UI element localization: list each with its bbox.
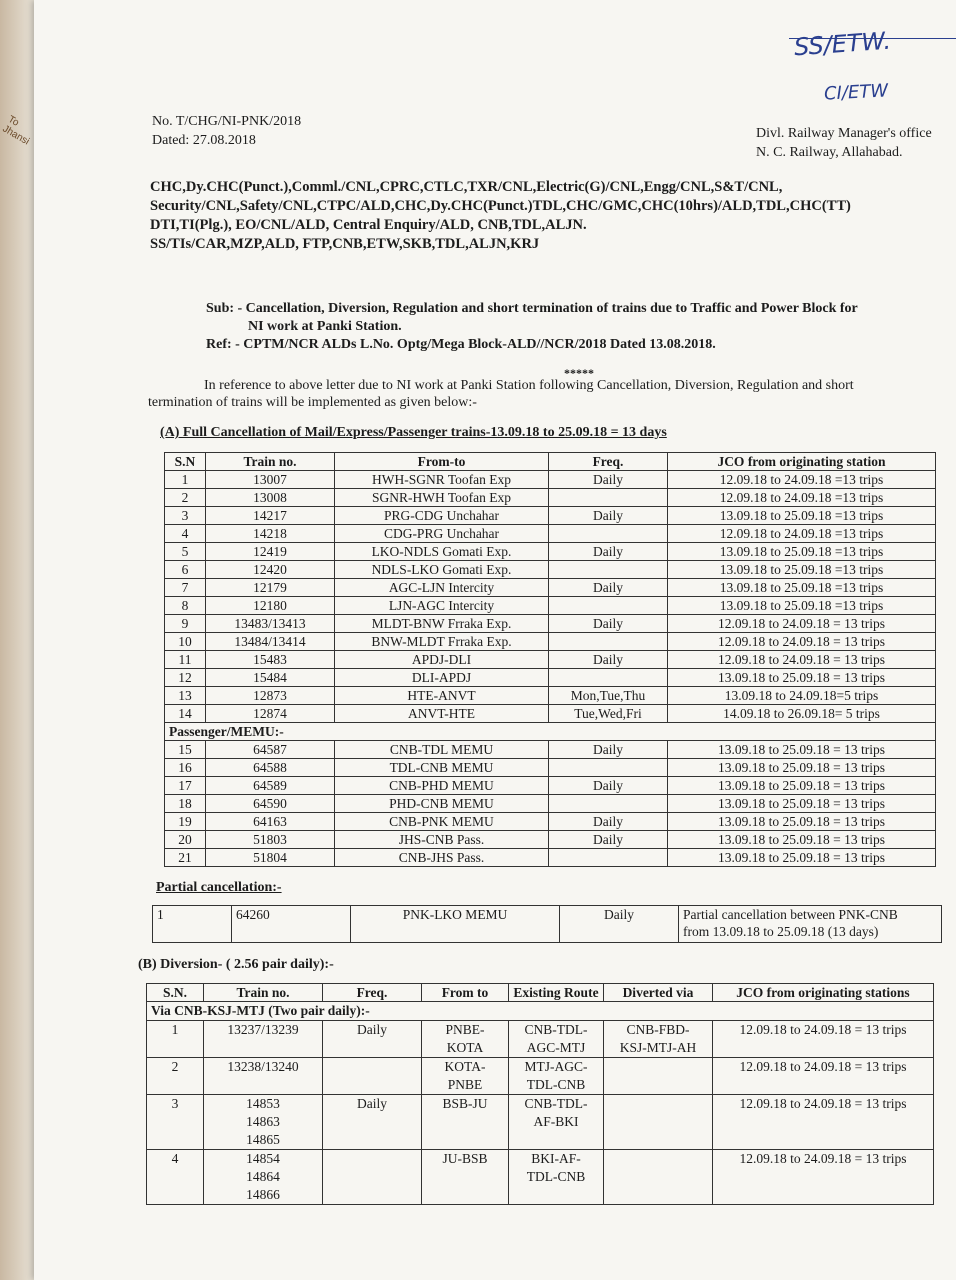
cell-from-to: CDG-PRG Unchahar [335,525,549,543]
cell-from-to: JU-BSB [422,1150,509,1205]
cell-freq [549,633,668,651]
addressee-line: Security/CNL,Safety/CNL,CTPC/ALD,CHC,Dy.CHC(Punct.)TDL,CHC/GMC,CHC(10hrs)/ALD,TDL,CHC(TT) [150,198,851,214]
cell-from-to: LKO-NDLS Gomati Exp. [335,543,549,561]
addressee-line: SS/TIs/CAR,MZP,ALD, FTP,CNB,ETW,SKB,TDL,ALJN,KRJ [150,236,540,252]
cell-train-no: 13008 [206,489,335,507]
letter-date: Dated: 27.08.2018 [152,133,256,148]
cell-freq [323,1058,422,1095]
office-line-1: Divl. Railway Manager's office [756,126,932,141]
cell-freq [549,669,668,687]
cell-from-to: CNB-TDL MEMU [335,741,549,759]
cell-from-to: CNB-PNK MEMU [335,813,549,831]
cell-train-no: 51804 [206,849,335,867]
cell-freq: Daily [323,1021,422,1058]
cell-freq: Daily [549,831,668,849]
cell-from-to: CNB-JHS Pass. [335,849,549,867]
cell-freq: Daily [323,1095,422,1150]
cell-freq [549,795,668,813]
cell-train-no: 64587 [206,741,335,759]
cell-jco: 14.09.18 to 26.09.18= 5 trips [668,705,936,723]
cell-train-no: 64588 [206,759,335,777]
table-row [165,651,936,669]
cell-from-to: HTE-ANVT [335,687,549,705]
cell-from-to: AGC-LJN Intercity [335,579,549,597]
cell-sn: 1 [147,1021,204,1058]
passenger-memu-subhead-row [165,723,936,741]
table-row [147,1058,934,1095]
cell-from-to: PNBE- KOTA [422,1021,509,1058]
partial-cancellation-title: Partial cancellation:- [156,880,282,895]
cell-from-to: APDJ-DLI [335,651,549,669]
partial-cancellation-table [152,905,942,943]
cell-freq: Daily [549,471,668,489]
subject-line-1: Sub: - Cancellation, Diversion, Regulation and short termination of trains due to Traffic and Power Block for [206,301,858,316]
cell-jco: 12.09.18 to 24.09.18 =13 trips [668,471,936,489]
cell-from-to: MLDT-BNW Frraka Exp. [335,615,549,633]
cell-sn: 20 [165,831,206,849]
cell-from-to: PRG-CDG Unchahar [335,507,549,525]
cell-sn: 18 [165,795,206,813]
cell-from-to: HWH-SGNR Toofan Exp [335,471,549,489]
full-cancellation-table [164,452,936,867]
cell-from-to: LJN-AGC Intercity [335,597,549,615]
document-page [34,0,956,1280]
cell-freq: Daily [549,651,668,669]
letter-number: No. T/CHG/NI-PNK/2018 [152,114,302,129]
cell-jco: 12.09.18 to 24.09.18 = 13 trips [713,1058,934,1095]
reference-block [152,112,301,150]
cell-freq: Daily [549,579,668,597]
cell-train-no: 12874 [206,705,335,723]
page-edge-background [0,0,34,1280]
cell-freq [549,525,668,543]
section-b-title: (B) Diversion- ( 2.56 pair daily):- [138,957,334,972]
cell-jco: 12.09.18 to 24.09.18 = 13 trips [713,1021,934,1058]
cell-sn: 4 [147,1150,204,1205]
table-row [165,669,936,687]
cell-freq [549,597,668,615]
header-jco: JCO from originating station [668,453,936,471]
cell-sn: 8 [165,597,206,615]
note-line-1: Partial cancellation between PNK-CNB [683,907,898,922]
cell-sn: 9 [165,615,206,633]
cell-jco: 13.09.18 to 25.09.18 =13 trips [668,579,936,597]
cell-train-no: 64163 [206,813,335,831]
cell-from-to: JHS-CNB Pass. [335,831,549,849]
reference-line: Ref: - CPTM/NCR ALDs L.No. Optg/Mega Block-ALD//NCR/2018 Dated 13.08.2018. [206,337,716,352]
cell-existing-route: CNB-TDL- AGC-MTJ [509,1021,604,1058]
cell-jco: 12.09.18 to 24.09.18 = 13 trips [713,1150,934,1205]
cell-freq [549,849,668,867]
table-row [165,489,936,507]
cell-existing-route: CNB-TDL- AF-BKI [509,1095,604,1150]
cell-existing-route: MTJ-AGC- TDL-CNB [509,1058,604,1095]
table-row [165,561,936,579]
table-row [165,687,936,705]
cell-freq [549,561,668,579]
cell-sn: 3 [165,507,206,525]
cell-jco: 13.09.18 to 25.09.18 =13 trips [668,507,936,525]
intro-paragraph [148,377,956,411]
header-diverted-via: Diverted via [604,984,713,1002]
via-row [147,1002,934,1021]
cell-sn: 3 [147,1095,204,1150]
table-row [165,813,936,831]
cell-jco: 12.09.18 to 24.09.18 = 13 trips [668,651,936,669]
cell-jco: 13.09.18 to 25.09.18 = 13 trips [668,759,936,777]
passenger-memu-subhead: Passenger/MEMU:- [165,723,936,741]
cell-sn: 17 [165,777,206,795]
handwritten-underline [789,38,956,39]
header-train-no: Train no. [204,984,323,1002]
cell-from-to: BSB-JU [422,1095,509,1150]
handwritten-note-2: CI/ETW [823,80,889,105]
cell-from-to: SGNR-HWH Toofan Exp [335,489,549,507]
cell-sn: 12 [165,669,206,687]
cell-jco: 13.09.18 to 25.09.18 = 13 trips [668,669,936,687]
addressee-line: CHC,Dy.CHC(Punct.),Comml./CNL,CPRC,CTLC,TXR/CNL,Electric(G)/CNL,Engg/CNL,S&T/CNL, [150,179,783,195]
cell-jco: 13.09.18 to 25.09.18 = 13 trips [668,813,936,831]
table-row [165,615,936,633]
cell-jco: 13.09.18 to 25.09.18 =13 trips [668,597,936,615]
cell-train-no: 64589 [206,777,335,795]
cell-freq: Daily [549,777,668,795]
cell-jco: 12.09.18 to 24.09.18 =13 trips [668,525,936,543]
cell-sn: 2 [165,489,206,507]
cell-sn: 21 [165,849,206,867]
cell-from-to: DLI-APDJ [335,669,549,687]
cell-sn: 1 [165,471,206,489]
cell-from-to: ANVT-HTE [335,705,549,723]
table-row [165,705,936,723]
subject-line-2: NI work at Panki Station. [248,319,402,334]
cell-sn: 19 [165,813,206,831]
cell-diverted-via [604,1150,713,1205]
cell-jco: 13.09.18 to 25.09.18 = 13 trips [668,831,936,849]
subject-block [206,300,926,354]
cell-freq: Daily [549,813,668,831]
office-line-2: N. C. Railway, Allahabad. [756,145,903,160]
header-freq: Freq. [549,453,668,471]
cell-sn: 7 [165,579,206,597]
handwritten-note-1: SS/ETW. [793,26,892,62]
cell-from-to: CNB-PHD MEMU [335,777,549,795]
cell-jco: 13.09.18 to 25.09.18 = 13 trips [668,849,936,867]
cell-diverted-via [604,1095,713,1150]
cell-sn: 1 [153,906,232,943]
table-row [165,525,936,543]
table-row [165,777,936,795]
cell-sn: 11 [165,651,206,669]
cell-jco: 13.09.18 to 25.09.18 = 13 trips [668,795,936,813]
table-row [153,906,942,943]
cell-jco: 12.09.18 to 24.09.18 =13 trips [668,489,936,507]
cell-freq: Daily [560,906,679,943]
table-header-row [147,984,934,1002]
cell-freq: Tue,Wed,Fri [549,705,668,723]
note-line-2: from 13.09.18 to 25.09.18 (13 days) [683,924,879,939]
diversion-table [146,983,934,1205]
cell-train-no: 14218 [206,525,335,543]
cell-train-no: 15483 [206,651,335,669]
table-row [147,1150,934,1205]
cell-train-no: 14217 [206,507,335,525]
office-block [756,124,932,162]
table-row [165,471,936,489]
via-label: Via CNB-KSJ-MTJ (Two pair daily):- [147,1002,934,1021]
table-row [165,849,936,867]
cell-sn: 4 [165,525,206,543]
cell-freq: Daily [549,741,668,759]
cell-sn: 5 [165,543,206,561]
cell-train-no: 14854 14864 14866 [204,1150,323,1205]
table-row [165,633,936,651]
table-row [165,597,936,615]
cell-train-no: 15484 [206,669,335,687]
cell-freq: Daily [549,543,668,561]
table-header-row [165,453,936,471]
cell-from-to: KOTA- PNBE [422,1058,509,1095]
cell-freq: Mon,Tue,Thu [549,687,668,705]
separator-stars: ***** [564,366,594,380]
cell-note [679,906,942,943]
header-sn: S.N. [147,984,204,1002]
cell-from-to: PHD-CNB MEMU [335,795,549,813]
header-from-to: From-to [335,453,549,471]
cell-jco: 13.09.18 to 25.09.18 = 13 trips [668,777,936,795]
cell-from-to: TDL-CNB MEMU [335,759,549,777]
cell-jco: 12.09.18 to 24.09.18 = 13 trips [668,633,936,651]
cell-train-no: 12419 [206,543,335,561]
cell-jco: 12.09.18 to 24.09.18 = 13 trips [668,615,936,633]
table-row [165,741,936,759]
cell-freq [549,489,668,507]
cell-existing-route: BKI-AF- TDL-CNB [509,1150,604,1205]
cell-from-to: NDLS-LKO Gomati Exp. [335,561,549,579]
cell-jco: 12.09.18 to 24.09.18 = 13 trips [713,1095,934,1150]
table-row [165,831,936,849]
header-sn: S.N [165,453,206,471]
intro-line-2: termination of trains will be implemented as given below:- [148,395,477,410]
cell-jco: 13.09.18 to 24.09.18=5 trips [668,687,936,705]
cell-train-no: 13483/13413 [206,615,335,633]
cell-jco: 13.09.18 to 25.09.18 =13 trips [668,543,936,561]
cell-diverted-via [604,1058,713,1095]
table-row [165,579,936,597]
header-train-no: Train no. [206,453,335,471]
table-row [165,543,936,561]
cell-train-no: 12180 [206,597,335,615]
cell-sn: 15 [165,741,206,759]
header-from-to: From to [422,984,509,1002]
cell-from-to: PNK-LKO MEMU [351,906,560,943]
cell-from-to: BNW-MLDT Frraka Exp. [335,633,549,651]
cell-sn: 16 [165,759,206,777]
cell-freq: Daily [549,615,668,633]
cell-sn: 6 [165,561,206,579]
cell-train-no: 13007 [206,471,335,489]
cell-sn: 2 [147,1058,204,1095]
cell-sn: 13 [165,687,206,705]
table-row [165,507,936,525]
cell-diverted-via: CNB-FBD- KSJ-MTJ-AH [604,1021,713,1058]
table-row [147,1021,934,1058]
cell-train-no: 12873 [206,687,335,705]
section-a-title: (A) Full Cancellation of Mail/Express/Passenger trains-13.09.18 to 25.09.18 = 13 days [160,425,667,440]
header-freq: Freq. [323,984,422,1002]
header-existing-route: Existing Route [509,984,604,1002]
cell-train-no: 12179 [206,579,335,597]
cell-train-no: 14853 14863 14865 [204,1095,323,1150]
table-row [165,759,936,777]
cell-jco: 13.09.18 to 25.09.18 =13 trips [668,561,936,579]
cell-freq: Daily [549,507,668,525]
cell-train-no: 51803 [206,831,335,849]
cell-train-no: 64590 [206,795,335,813]
cell-train-no: 13237/13239 [204,1021,323,1058]
cell-train: 64260 [232,906,351,943]
cell-jco: 13.09.18 to 25.09.18 = 13 trips [668,741,936,759]
addressee-list [150,178,910,254]
header-jco: JCO from originating stations [713,984,934,1002]
cell-freq [323,1150,422,1205]
edge-stamp-text: To Jhansi [0,113,32,148]
cell-train-no: 13484/13414 [206,633,335,651]
addressee-line: DTI,TI(Plg.), EO/CNL/ALD, Central Enquiry/ALD, CNB,TDL,ALJN. [150,217,587,233]
cell-freq [549,759,668,777]
intro-line-1: In reference to above letter due to NI work at Panki Station following Cancellation, Diversion, Regulation and short [204,378,854,393]
cell-sn: 14 [165,705,206,723]
table-row [147,1095,934,1150]
cell-train-no: 12420 [206,561,335,579]
table-row [165,795,936,813]
cell-sn: 10 [165,633,206,651]
cell-train-no: 13238/13240 [204,1058,323,1095]
